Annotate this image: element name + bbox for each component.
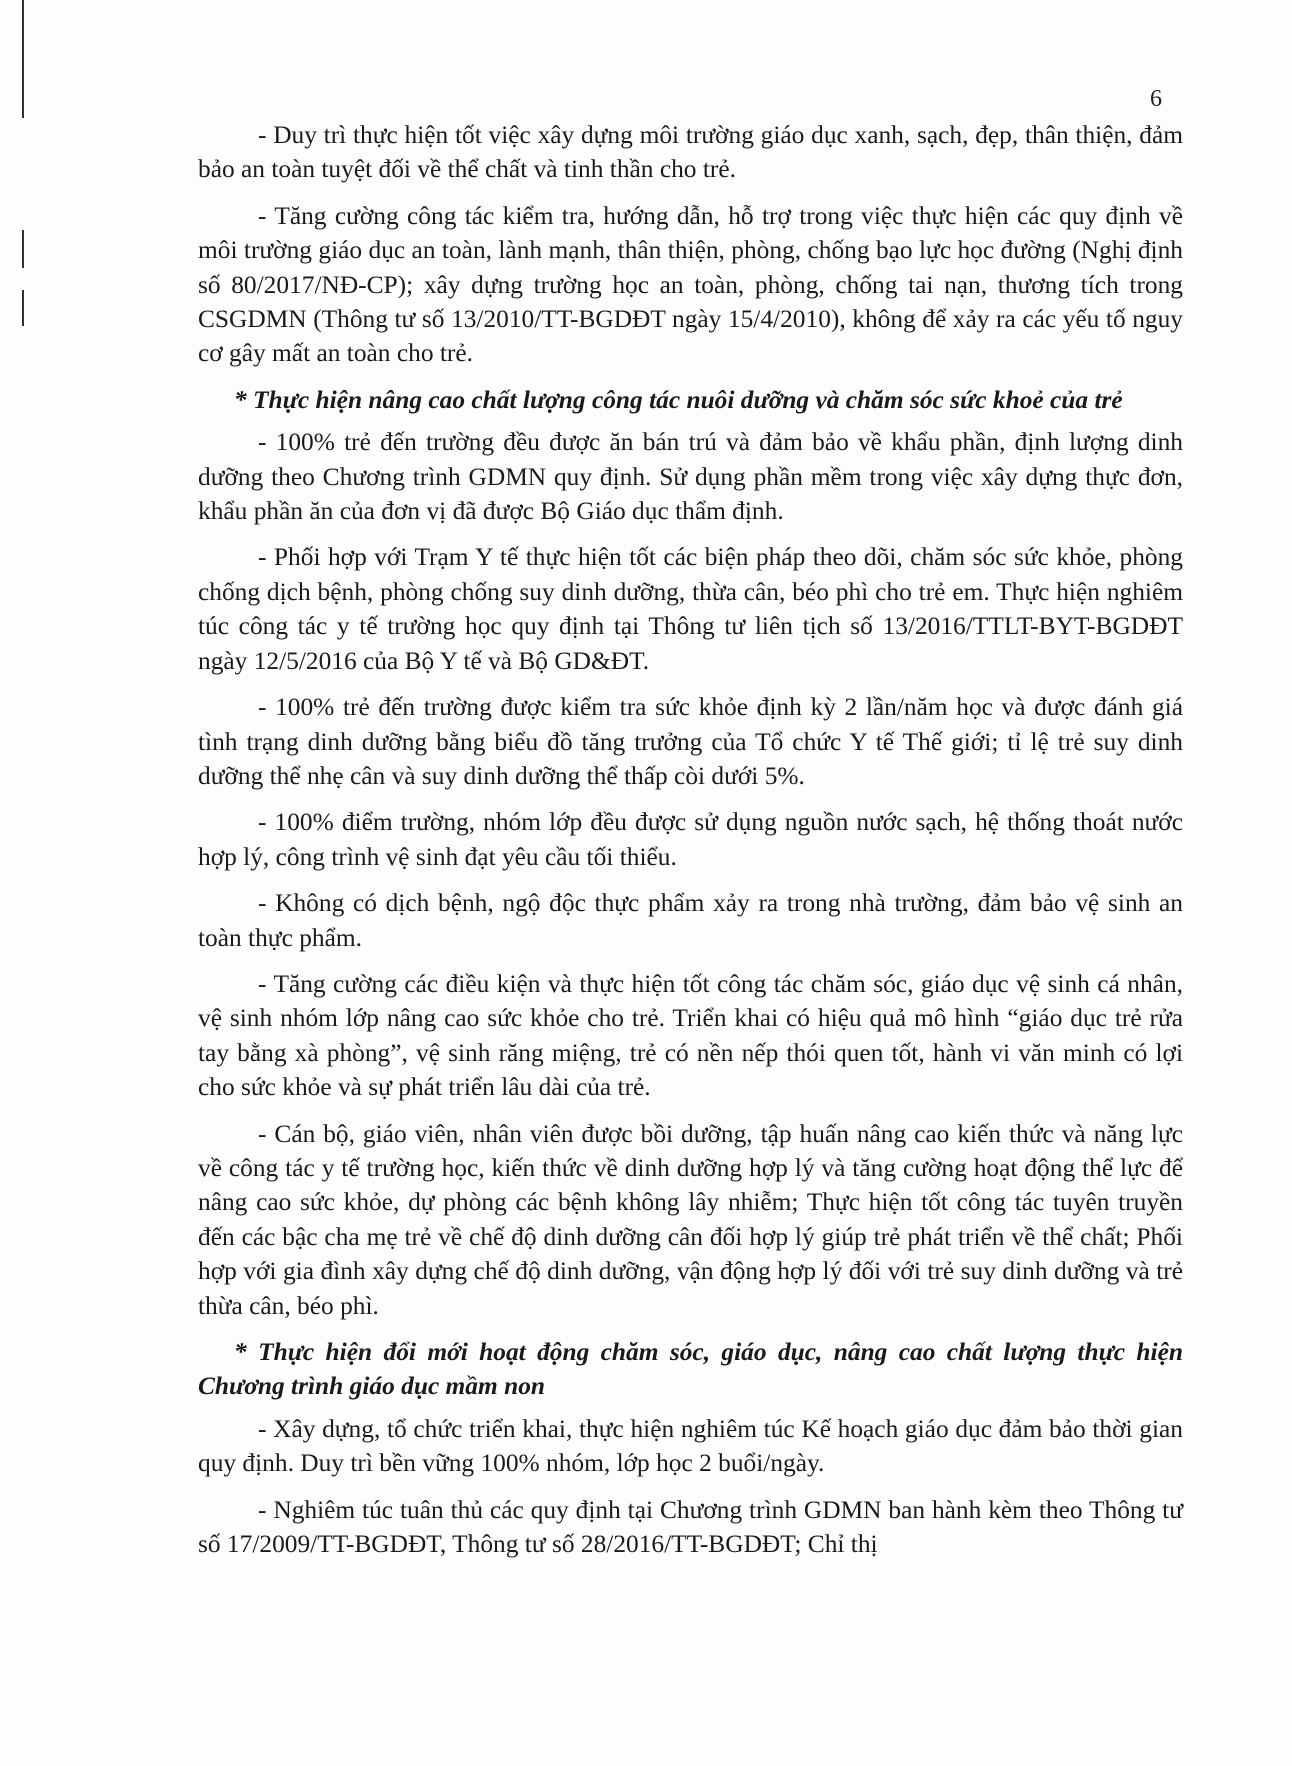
- scan-edge-mark: [22, 0, 24, 118]
- paragraph: - Nghiêm túc tuân thủ các quy định tại Chương trình GDMN ban hành kèm theo Thông tư số 17/2009/TT-BGDĐT, Thông tư số 28/2016/TT-BGDĐT; Chỉ thị: [198, 1495, 1183, 1559]
- section-heading: * Thực hiện đổi mới hoạt động chăm sóc, giáo dục, nâng cao chất lượng thực hiện Chương trình giáo dục mầm non: [198, 1338, 1183, 1401]
- paragraph: - Xây dựng, tổ chức triển khai, thực hiện nghiêm túc Kế hoạch giáo dục đảm bảo thời gian quy định. Duy trì bền vững 100% nhóm, lớp học 2 buổi/ngày.: [198, 1414, 1183, 1478]
- section-heading: * Thực hiện nâng cao chất lượng công tác nuôi dưỡng và chăm sóc sức khoẻ của trẻ: [234, 385, 1123, 414]
- scan-edge-mark: [22, 290, 24, 326]
- page-number: 6: [1150, 86, 1162, 112]
- paragraph: - 100% trẻ đến trường đều được ăn bán trú và đảm bảo về khẩu phần, định lượng dinh dưỡng theo Chương trình GDMN quy định. Sử dụng phần mềm trong việc xây dựng thực đơn, khẩu phần ăn của đơn vị đã được Bộ Giáo dục thẩm định.: [198, 428, 1183, 526]
- paragraph: - 100% trẻ đến trường được kiểm tra sức khỏe định kỳ 2 lần/năm học và được đánh giá tình trạng dinh dưỡng bằng biểu đồ tăng trưởng của Tổ chức Y tế Thế giới; tỉ lệ trẻ suy dinh dưỡng thể nhẹ cân và suy dinh dưỡng thể thấp còi dưới 5%.: [198, 693, 1183, 790]
- document-body: [198, 118, 1183, 1573]
- scan-edge-mark: [22, 230, 24, 268]
- paragraph: - Phối hợp với Trạm Y tế thực hiện tốt các biện pháp theo dõi, chăm sóc sức khỏe, phòng chống dịch bệnh, phòng chống suy dinh dưỡng, thừa cân, béo phì cho trẻ em. Thực hiện nghiêm túc công tác y tế trường học quy định tại Thông tư liên tịch số 13/2016/TTLT-BYT-BGDĐT ngày 12/5/2016 của Bộ Y tế và Bộ GD&ĐT.: [198, 543, 1183, 675]
- paragraph: - Duy trì thực hiện tốt việc xây dựng môi trường giáo dục xanh, sạch, đẹp, thân thiện, đảm bảo an toàn tuyệt đối về thể chất và tinh thần cho trẻ.: [198, 121, 1183, 184]
- paragraph: - 100% điểm trường, nhóm lớp đều được sử dụng nguồn nước sạch, hệ thống thoát nước hợp lý, công trình vệ sinh đạt yêu cầu tối thiểu.: [198, 808, 1183, 871]
- paragraph: - Không có dịch bệnh, ngộ độc thực phẩm xảy ra trong nhà trường, đảm bảo vệ sinh an toàn thực phẩm.: [198, 889, 1183, 952]
- paragraph: - Cán bộ, giáo viên, nhân viên được bồi dưỡng, tập huấn nâng cao kiến thức và năng lực về công tác y tế trường học, kiến thức về dinh dưỡng hợp lý và tăng cường hoạt động thể lực để nâng cao sức khỏe, dự phòng các bệnh không lây nhiễm; Thực hiện tốt công tác tuyên truyền đến các bậc cha mẹ trẻ về chế độ dinh dưỡng cân đối hợp lý giúp trẻ phát triển về thể chất; Phối hợp với gia đình xây dựng chế độ dinh dưỡng, vận động hợp lý đối với trẻ suy dinh dưỡng và trẻ thừa cân, béo phì.: [198, 1119, 1183, 1320]
- paragraph: - Tăng cường công tác kiểm tra, hướng dẫn, hỗ trợ trong việc thực hiện các quy định về môi trường giáo dục an toàn, lành mạnh, thân thiện, phòng, chống bạo lực học đường (Nghị định số 80/2017/NĐ-CP); xây dựng trường học an toàn, phòng, chống tai nạn, thương tích trong CSGDMN (Thông tư số 13/2010/TT-BGDĐT ngày 15/4/2010), không để xảy ra các yếu tố nguy cơ gây mất an toàn cho trẻ.: [198, 201, 1183, 368]
- paragraph: - Tăng cường các điều kiện và thực hiện tốt công tác chăm sóc, giáo dục vệ sinh cá nhân, vệ sinh nhóm lớp nâng cao sức khỏe cho trẻ. Triển khai có hiệu quả mô hình “giáo dục trẻ rửa tay bằng xà phòng”, vệ sinh răng miệng, trẻ có nền nếp thói quen tốt, hành vi văn minh có lợi cho sức khỏe và sự phát triển lâu dài của trẻ.: [198, 969, 1183, 1102]
